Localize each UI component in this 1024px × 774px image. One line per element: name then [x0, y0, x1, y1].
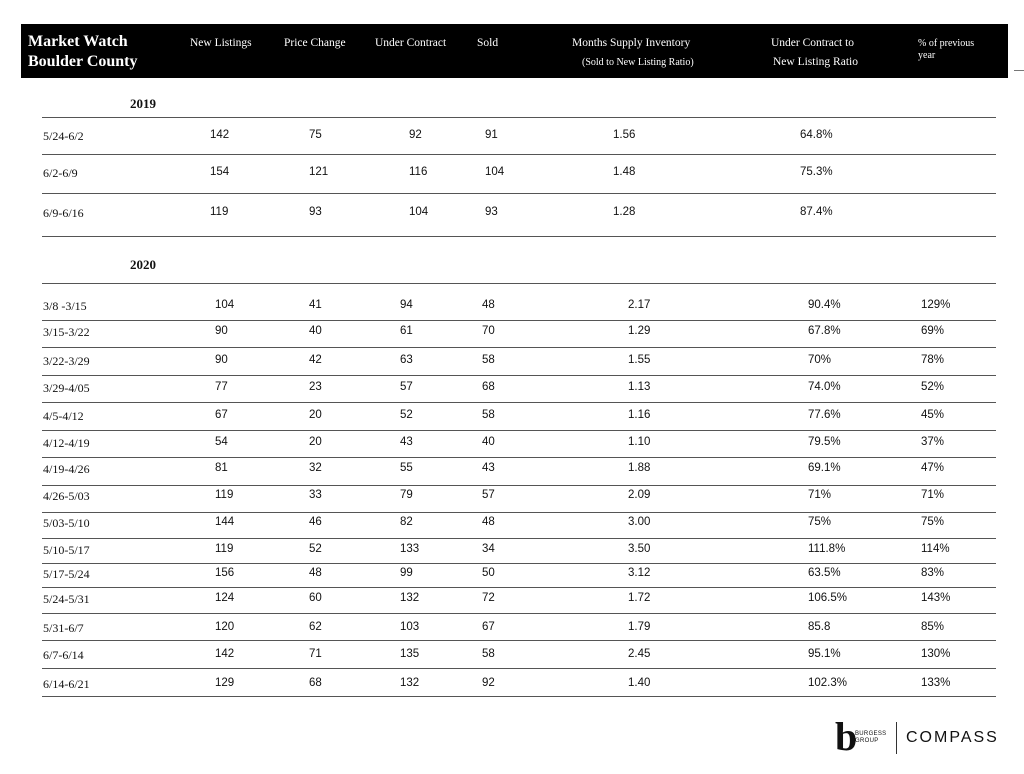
cell-price: 48: [309, 567, 322, 579]
cell-sold: 93: [485, 206, 498, 218]
table-row: [0, 354, 1024, 374]
cell-new: 119: [215, 489, 234, 501]
table-row: [0, 325, 1024, 345]
cell-price: 71: [309, 648, 322, 660]
cell-months: 1.56: [613, 129, 636, 141]
col-uc-ratio-line1: Under Contract to: [771, 37, 855, 49]
cell-uc: 135: [400, 648, 420, 660]
cell-price: 23: [309, 381, 322, 393]
cell-price: 121: [309, 166, 329, 178]
table-row: [0, 543, 1024, 563]
row-divider: [42, 283, 996, 284]
burgess-logo-mark: b: [835, 714, 858, 759]
table-row: [0, 489, 1024, 509]
cell-ratio: 67.8%: [808, 325, 841, 337]
cell-prev: 133%: [921, 677, 951, 689]
cell-months: 3.12: [628, 567, 651, 579]
cell-sold: 67: [482, 621, 495, 633]
cell-uc: 133: [400, 543, 420, 555]
cell-ratio: 87.4%: [800, 206, 833, 218]
table-header: [21, 24, 1008, 78]
cell-months: 1.16: [628, 409, 651, 421]
table-row: [0, 166, 1024, 186]
table-row: [0, 436, 1024, 456]
cell-months: 2.17: [628, 299, 651, 311]
cell-months: 1.72: [628, 592, 651, 604]
col-prev-year: % of previous year: [918, 38, 975, 61]
table-row: [0, 592, 1024, 612]
cell-price: 40: [309, 325, 322, 337]
cell-date: 3/22-3/29: [43, 354, 90, 368]
cell-new: 81: [215, 462, 228, 474]
col-months-supply-sub: (Sold to New Listing Ratio): [582, 57, 694, 68]
row-divider: [42, 457, 996, 458]
row-divider: [42, 668, 996, 669]
cell-date: 6/7-6/14: [43, 648, 84, 662]
table-row: [0, 409, 1024, 429]
cell-prev: 52%: [921, 381, 945, 393]
cell-uc: 132: [400, 677, 420, 689]
cell-ratio: 111.8%: [808, 543, 846, 555]
cell-date: 4/19-4/26: [43, 462, 90, 476]
cell-price: 42: [309, 354, 322, 366]
cell-uc: 82: [400, 516, 413, 528]
cell-ratio: 90.4%: [808, 299, 841, 311]
cell-sold: 57: [482, 489, 495, 501]
row-divider: [42, 320, 996, 321]
col-months-supply: Months Supply Inventory: [572, 37, 691, 49]
cell-new: 90: [215, 325, 228, 337]
cell-prev: 83%: [921, 567, 945, 579]
cell-months: 1.88: [628, 462, 651, 474]
cell-new: 142: [210, 129, 230, 141]
cell-date: 5/31-6/7: [43, 621, 84, 635]
table-row: [0, 648, 1024, 668]
cell-uc: 79: [400, 489, 413, 501]
cell-sold: 40: [482, 436, 495, 448]
compass-logo: COMPASS: [906, 729, 999, 746]
cell-uc: 116: [409, 166, 428, 178]
cell-uc: 43: [400, 436, 413, 448]
row-divider: [42, 402, 996, 403]
cell-ratio: 69.1%: [808, 462, 841, 474]
cell-price: 60: [309, 592, 322, 604]
cell-date: 5/17-5/24: [43, 567, 90, 581]
cell-months: 1.10: [628, 436, 651, 448]
table-row: [0, 129, 1024, 149]
cell-new: 124: [215, 592, 235, 604]
col-uc-ratio-line2: New Listing Ratio: [773, 56, 858, 68]
cell-price: 41: [309, 299, 322, 311]
row-divider: [42, 375, 996, 376]
row-divider: [42, 512, 996, 513]
cell-months: 1.40: [628, 677, 651, 689]
cell-price: 32: [309, 462, 322, 474]
cell-new: 119: [215, 543, 234, 555]
cell-ratio: 79.5%: [808, 436, 841, 448]
cell-date: 4/5-4/12: [43, 409, 84, 423]
cell-prev: 71%: [921, 489, 945, 501]
cell-sold: 68: [482, 381, 495, 393]
cell-ratio: 75.3%: [800, 166, 833, 178]
cell-prev: 143%: [921, 592, 951, 604]
row-divider: [42, 563, 996, 564]
cell-prev: 78%: [921, 354, 945, 366]
row-divider: [42, 154, 996, 155]
cell-ratio: 85.8: [808, 621, 831, 633]
cell-new: 156: [215, 567, 235, 579]
cell-price: 46: [309, 516, 322, 528]
cell-months: 1.79: [628, 621, 651, 633]
cell-new: 54: [215, 436, 228, 448]
col-under-contract: Under Contract: [375, 37, 447, 49]
cell-months: 1.13: [628, 381, 651, 393]
cell-months: 2.09: [628, 489, 651, 501]
logo-divider: [896, 722, 897, 754]
row-divider: [42, 613, 996, 614]
cell-sold: 92: [482, 677, 495, 689]
cell-ratio: 106.5%: [808, 592, 848, 604]
table-row: [0, 206, 1024, 226]
cell-prev: 114%: [921, 543, 950, 555]
cell-months: 1.28: [613, 206, 636, 218]
cell-ratio: 63.5%: [808, 567, 841, 579]
cell-sold: 48: [482, 299, 495, 311]
cell-new: 154: [210, 166, 230, 178]
cell-date: 3/15-3/22: [43, 325, 90, 339]
cell-prev: 47%: [921, 462, 945, 474]
cell-uc: 132: [400, 592, 420, 604]
cell-date: 4/26-5/03: [43, 489, 90, 503]
cell-new: 119: [210, 206, 229, 218]
cell-prev: 129%: [921, 299, 951, 311]
row-divider: [42, 236, 996, 237]
cell-sold: 104: [485, 166, 505, 178]
cell-sold: 50: [482, 567, 495, 579]
cell-date: 3/29-4/05: [43, 381, 90, 395]
cell-months: 1.29: [628, 325, 651, 337]
cell-uc: 55: [400, 462, 413, 474]
cell-price: 68: [309, 677, 322, 689]
cell-sold: 58: [482, 354, 495, 366]
row-divider: [42, 430, 996, 431]
cell-months: 1.55: [628, 354, 651, 366]
cell-price: 20: [309, 409, 322, 421]
cell-new: 129: [215, 677, 235, 689]
cell-sold: 58: [482, 648, 495, 660]
cell-price: 52: [309, 543, 322, 555]
row-divider: [42, 117, 996, 118]
table-row: [0, 567, 1024, 587]
cell-new: 90: [215, 354, 228, 366]
cell-ratio: 102.3%: [808, 677, 848, 689]
cell-uc: 94: [400, 299, 413, 311]
cell-prev: 45%: [921, 409, 945, 421]
cell-months: 1.48: [613, 166, 636, 178]
cell-uc: 99: [400, 567, 413, 579]
cell-new: 142: [215, 648, 235, 660]
cell-ratio: 64.8%: [800, 129, 833, 141]
cell-sold: 58: [482, 409, 495, 421]
cell-new: 120: [215, 621, 235, 633]
cell-price: 75: [309, 129, 322, 141]
table-row: [0, 677, 1024, 697]
cell-new: 144: [215, 516, 235, 528]
cell-date: 5/10-5/17: [43, 543, 90, 557]
cell-new: 104: [215, 299, 235, 311]
cell-uc: 52: [400, 409, 413, 421]
cell-uc: 104: [409, 206, 429, 218]
cell-sold: 70: [482, 325, 495, 337]
cell-prev: 130%: [921, 648, 951, 660]
cell-uc: 63: [400, 354, 413, 366]
burgess-logo-text: BURGESS GROUP: [855, 731, 887, 744]
col-price-change: Price Change: [284, 37, 346, 49]
cell-months: 3.50: [628, 543, 651, 555]
cell-prev: 37%: [921, 436, 945, 448]
cell-uc: 92: [409, 129, 422, 141]
row-divider: [42, 347, 996, 348]
table-row: [0, 462, 1024, 482]
cell-ratio: 70%: [808, 354, 832, 366]
year-2019-label: 2019: [130, 96, 156, 111]
cell-uc: 57: [400, 381, 413, 393]
cell-uc: 61: [400, 325, 413, 337]
cell-sold: 91: [485, 129, 498, 141]
row-divider: [42, 538, 996, 539]
cell-date: 5/24-5/31: [43, 592, 90, 606]
cell-prev: 69%: [921, 325, 945, 337]
cell-ratio: 75%: [808, 516, 832, 528]
cell-date: 4/12-4/19: [43, 436, 90, 450]
cell-price: 20: [309, 436, 322, 448]
table-row: [0, 621, 1024, 641]
cell-ratio: 71%: [808, 489, 832, 501]
cell-ratio: 95.1%: [808, 648, 841, 660]
year-2020-label: 2020: [130, 257, 156, 272]
page-title: Market Watch Boulder County: [28, 33, 138, 70]
cell-date: 5/24-6/2: [43, 129, 84, 143]
table-row: [0, 516, 1024, 536]
page-edge-mark: [1014, 70, 1024, 71]
cell-date: 6/9-6/16: [43, 206, 84, 220]
cell-new: 67: [215, 409, 228, 421]
table-row: [0, 299, 1024, 319]
cell-date: 5/03-5/10: [43, 516, 90, 530]
cell-date: 6/14-6/21: [43, 677, 90, 691]
row-divider: [42, 587, 996, 588]
cell-price: 62: [309, 621, 322, 633]
cell-price: 33: [309, 489, 322, 501]
table-row: [0, 381, 1024, 401]
cell-uc: 103: [400, 621, 420, 633]
cell-prev: 75%: [921, 516, 945, 528]
cell-sold: 72: [482, 592, 495, 604]
cell-price: 93: [309, 206, 322, 218]
col-new-listings: New Listings: [190, 37, 252, 49]
cell-new: 77: [215, 381, 228, 393]
cell-ratio: 77.6%: [808, 409, 841, 421]
cell-ratio: 74.0%: [808, 381, 841, 393]
cell-months: 3.00: [628, 516, 651, 528]
row-divider: [42, 193, 996, 194]
cell-prev: 85%: [921, 621, 945, 633]
cell-months: 2.45: [628, 648, 651, 660]
col-sold: Sold: [477, 37, 499, 49]
cell-date: 3/8 -3/15: [43, 299, 87, 313]
cell-sold: 48: [482, 516, 495, 528]
cell-sold: 34: [482, 543, 495, 555]
cell-sold: 43: [482, 462, 495, 474]
cell-date: 6/2-6/9: [43, 166, 78, 180]
row-divider: [42, 485, 996, 486]
